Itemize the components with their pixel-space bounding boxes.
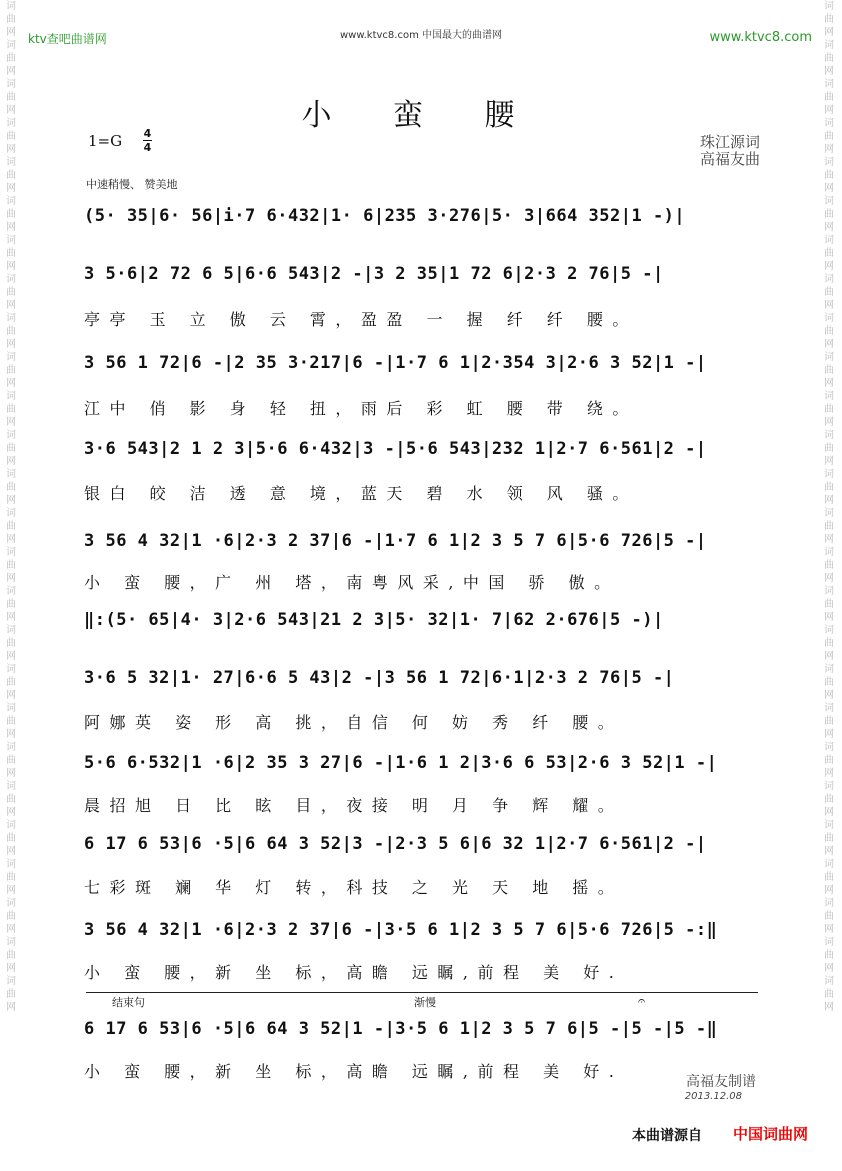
notation-row-11: 6 17 6 53|6 ·5|6 64 3 52|1 -|3·5 6 1|2 3 5 7 6|5 -|5 -|5 -‖: [84, 1019, 718, 1039]
lyric-row-9: 七彩斑 斓 华 灯 转，科技 之 光 天 地 摇。: [84, 878, 624, 897]
notation-row-9: 6 17 6 53|6 ·5|6 64 3 52|3 -|2·3 5 6|6 32 1|2·7 6·561|2 -|: [84, 834, 707, 854]
notation-row-3: 3 56 1 72|6 -|2 35 3·217|6 -|1·7 6 1|2·354 3|2·6 3 52|1 -|: [84, 353, 707, 373]
meter-top: 4: [143, 127, 152, 140]
notation-row-8: 5·6 6·532|1 ·6|2 35 3 27|6 -|1·6 1 2|3·6 6 53|2·6 3 52|1 -|: [84, 753, 718, 773]
key-signature: 1=G: [88, 132, 123, 150]
header-left-link[interactable]: ktv查吧曲谱网: [28, 32, 107, 46]
score-maker: 高福友制谱: [686, 1074, 756, 1090]
slowing-label: 渐慢: [414, 996, 436, 1009]
song-title: 小 蛮 腰: [301, 98, 541, 133]
lyric-row-3: 江中 俏 影 身 轻 扭，雨后 彩 虹 腰 带 绕。: [84, 399, 638, 418]
notation-row-7: 3·6 5 32|1· 27|6·6 5 43|2 -|3 56 1 72|6·1|2·3 2 76|5 -|: [84, 668, 675, 688]
ending-bracket: [86, 992, 758, 993]
site-name-link[interactable]: 中国词曲网: [732, 1125, 808, 1143]
lyric-row-4: 银白 皎 洁 透 意 境，蓝天 碧 水 领 风 骚。: [84, 484, 638, 503]
header-right-link[interactable]: www.ktvc8.com: [709, 30, 812, 45]
header-center-text: www.ktvc8.com 中国最大的曲谱网: [339, 30, 502, 41]
source-label: 本曲谱源自: [632, 1128, 702, 1144]
composer: 高福友曲: [699, 150, 760, 168]
ending-label: 结束句: [112, 996, 145, 1009]
meter-bottom: 4: [143, 141, 152, 154]
notation-row-2: 3 5·6|2 72 6 5|6·6 543|2 -|3 2 35|1 72 6|2·3 2 76|5 -|: [84, 264, 664, 284]
fermata-icon: 𝄐: [638, 994, 646, 1009]
credits: [700, 134, 760, 168]
lyric-row-11: 小 蛮 腰，新 坐 标，高瞻 远瞩,前程 美 好.: [84, 1062, 624, 1081]
notation-row-4: 3·6 543|2 1 2 3|5·6 6·432|3 -|5·6 543|232 1|2·7 6·561|2 -|: [84, 439, 707, 459]
notation-row-5: 3 56 4 32|1 ·6|2·3 2 37|6 -|1·7 6 1|2 3 5 7 6|5·6 726|5 -|: [84, 531, 707, 551]
notation-row-1: (5· 35|6· 56|i·7 6·432|1· 6|235 3·276|5· 3|664 352|1 -)|: [84, 206, 686, 226]
lyric-row-2: 亭亭 玉 立 傲 云 霄，盈盈 一 握 纤 纤 腰。: [84, 310, 638, 329]
lyric-row-10: 小 蛮 腰，新 坐 标，高瞻 远瞩,前程 美 好.: [84, 963, 624, 982]
score-date: 2013.12.08: [684, 1091, 742, 1102]
lyricist: 珠江源词: [699, 133, 760, 151]
tempo-marking: 中速稍慢、 赞美地: [86, 178, 178, 191]
left-watermark: 词曲网词曲网词曲网词曲网词曲网词曲网词曲网词曲网词曲网词曲网词曲网词曲网词曲网词曲网词曲网词曲网词曲网词曲网词曲网词曲网词曲网词曲网词曲网词曲网词曲网词曲网: [6, 1, 16, 1013]
notation-row-6: ‖:(5· 65|4· 3|2·6 543|21 2 3|5· 32|1· 7|62 2·676|5 -)|: [84, 610, 664, 630]
time-signature: [143, 128, 152, 153]
lyric-row-5: 小 蛮 腰，广 州 塔，南粤风采,中国 骄 傲。: [84, 573, 620, 592]
lyric-row-8: 晨招旭 日 比 眩 目，夜接 明 月 争 辉 耀。: [84, 796, 624, 815]
notation-row-10: 3 56 4 32|1 ·6|2·3 2 37|6 -|3·5 6 1|2 3 5 7 6|5·6 726|5 -:‖: [84, 920, 718, 940]
right-watermark: 词曲网词曲网词曲网词曲网词曲网词曲网词曲网词曲网词曲网词曲网词曲网词曲网词曲网词曲网词曲网词曲网词曲网词曲网词曲网词曲网词曲网词曲网词曲网词曲网词曲网词曲网: [824, 1, 834, 1013]
lyric-row-7: 阿娜英 姿 形 高 挑，自信 何 妨 秀 纤 腰。: [84, 713, 624, 732]
